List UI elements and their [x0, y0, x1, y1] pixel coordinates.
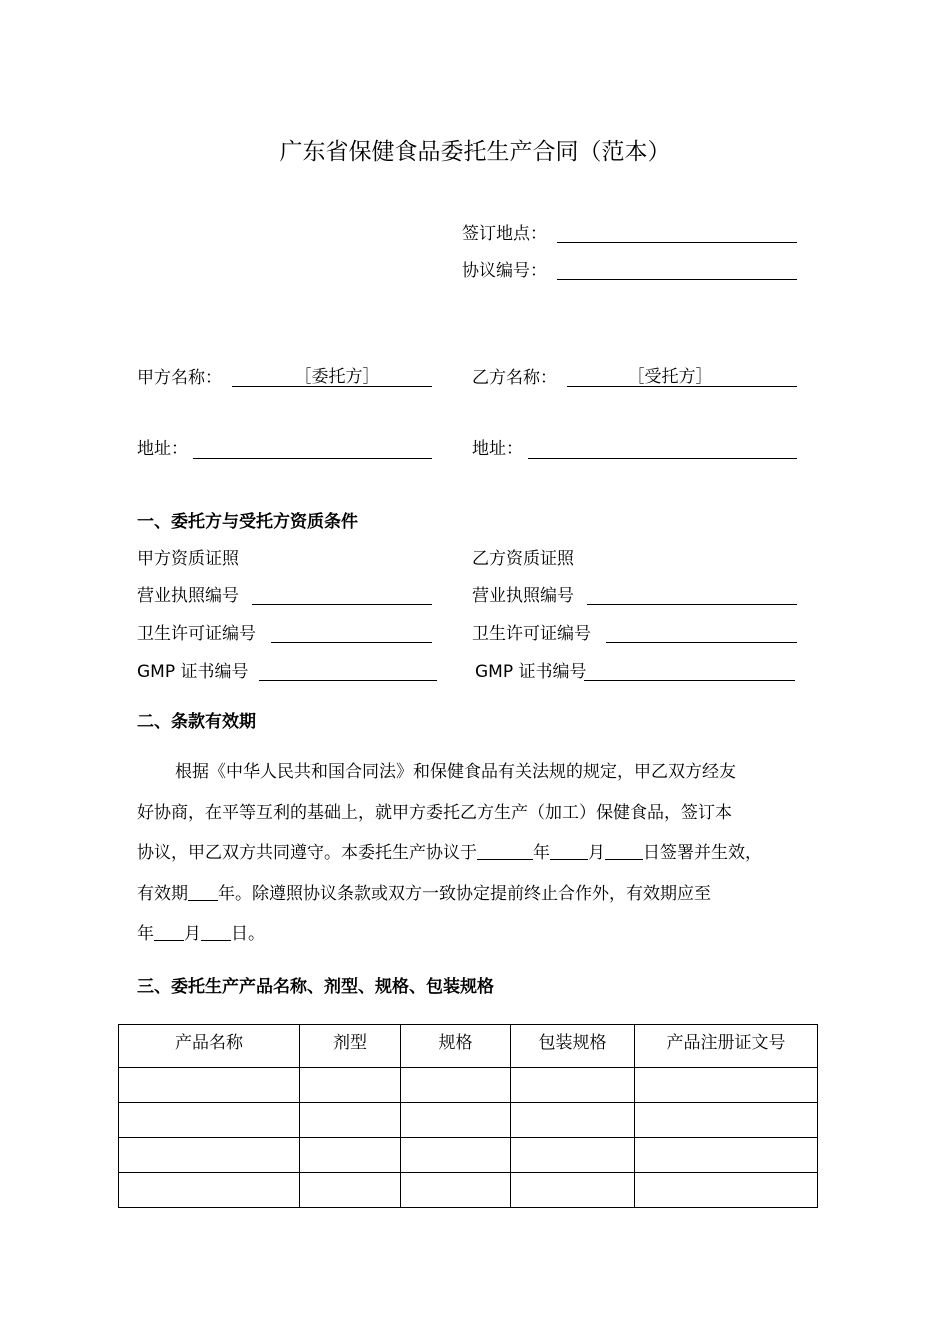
table-row — [119, 1103, 818, 1138]
sign-day-blank[interactable] — [605, 841, 643, 860]
table-header-specification: 规格 — [401, 1025, 511, 1068]
party-b-cert-label: 乙方资质证照 — [472, 549, 574, 569]
table-cell[interactable] — [635, 1173, 818, 1208]
table-cell[interactable] — [635, 1103, 818, 1138]
party-a-placeholder: ［委托方］ — [294, 367, 380, 387]
table-cell[interactable] — [401, 1103, 511, 1138]
paragraph-line-3-text: 协议，甲乙双方共同遵守。本委托生产协议于 — [137, 843, 477, 863]
year-label: 年 — [533, 843, 550, 863]
table-row — [119, 1173, 818, 1208]
sign-month-blank[interactable] — [550, 841, 588, 860]
table-cell[interactable] — [511, 1103, 635, 1138]
party-a-gmp-label: GMP 证书编号 — [137, 662, 249, 682]
party-a-gmp-field[interactable] — [259, 680, 437, 681]
party-b-health-permit-field[interactable] — [606, 642, 797, 643]
sign-place-field[interactable] — [557, 242, 797, 243]
table-cell[interactable] — [635, 1068, 818, 1103]
party-b-business-license-field[interactable] — [587, 604, 797, 605]
sign-day-text: 日签署并生效， — [643, 843, 762, 863]
table-cell[interactable] — [300, 1103, 401, 1138]
section-3-heading: 三、委托生产产品名称、剂型、规格、包装规格 — [137, 977, 494, 997]
agreement-no-field[interactable] — [557, 279, 797, 280]
end-month-blank[interactable] — [201, 922, 231, 941]
table-cell[interactable] — [300, 1068, 401, 1103]
party-a-label: 甲方名称： — [137, 368, 222, 388]
table-cell[interactable] — [401, 1138, 511, 1173]
table-cell[interactable] — [300, 1173, 401, 1208]
validity-years-blank[interactable] — [188, 882, 218, 901]
table-cell[interactable] — [401, 1068, 511, 1103]
table-row — [119, 1138, 818, 1173]
table-header-package-spec: 包装规格 — [511, 1025, 635, 1068]
end-month-label: 月 — [184, 924, 201, 944]
paragraph-line-2: 好协商，在平等互利的基础上，就甲方委托乙方生产（加工）保健食品，签订本 — [137, 802, 732, 823]
table-cell[interactable] — [119, 1103, 300, 1138]
party-b-address-field[interactable] — [528, 458, 797, 459]
section-2-heading: 二、条款有效期 — [137, 712, 256, 732]
table-cell[interactable] — [511, 1068, 635, 1103]
party-b-address-label: 地址： — [472, 439, 523, 459]
party-b-label: 乙方名称： — [472, 368, 557, 388]
party-a-cert-label: 甲方资质证照 — [137, 549, 239, 569]
party-a-address-field[interactable] — [193, 458, 432, 459]
party-b-gmp-label: GMP 证书编号 — [475, 662, 587, 682]
party-b-business-license-label: 营业执照编号 — [472, 586, 574, 606]
table-cell[interactable] — [119, 1138, 300, 1173]
party-a-address-label: 地址： — [137, 439, 188, 459]
paragraph-line-4 — [137, 874, 827, 915]
table-row — [119, 1068, 818, 1103]
validity-label: 有效期 — [137, 883, 188, 904]
paragraph-line-4-text: 年。除遵照协议条款或双方一致协定提前终止合作外，有效期应至 — [218, 883, 711, 904]
party-a-business-license-label: 营业执照编号 — [137, 586, 239, 606]
table-cell[interactable] — [119, 1068, 300, 1103]
section-1-heading: 一、委托方与受托方资质条件 — [137, 512, 358, 532]
table-cell[interactable] — [300, 1138, 401, 1173]
party-b-gmp-field[interactable] — [584, 680, 795, 681]
end-year-label: 年 — [137, 924, 154, 944]
table-header-row — [119, 1025, 818, 1068]
end-year-blank[interactable] — [154, 922, 184, 941]
sign-place-label: 签订地点： — [462, 224, 547, 244]
table-cell[interactable] — [401, 1173, 511, 1208]
party-b-placeholder: ［受托方］ — [627, 367, 713, 387]
paragraph-line-5 — [137, 914, 827, 955]
table-header-dosage-form: 剂型 — [300, 1025, 401, 1068]
table-cell[interactable] — [635, 1138, 818, 1173]
table-header-registration-no: 产品注册证文号 — [635, 1025, 818, 1068]
table-header-product-name: 产品名称 — [119, 1025, 300, 1068]
validity-paragraph — [137, 752, 827, 955]
party-a-business-license-field[interactable] — [252, 604, 432, 605]
product-spec-table — [118, 1024, 818, 1208]
table-cell[interactable] — [119, 1173, 300, 1208]
agreement-no-label: 协议编号： — [462, 261, 547, 281]
party-a-health-permit-field[interactable] — [271, 642, 432, 643]
month-label: 月 — [588, 843, 605, 863]
party-b-health-permit-label: 卫生许可证编号 — [472, 624, 591, 644]
table-cell[interactable] — [511, 1173, 635, 1208]
party-a-health-permit-label: 卫生许可证编号 — [137, 624, 256, 644]
end-day-label: 日。 — [231, 924, 265, 944]
paragraph-line-3 — [137, 833, 827, 874]
sign-year-blank[interactable] — [477, 841, 533, 860]
paragraph-line-1: 根据《中华人民共和国合同法》和保健食品有关法规的规定，甲乙双方经友 — [175, 762, 736, 782]
document-title: 广东省保健食品委托生产合同（范本） — [279, 139, 671, 165]
table-cell[interactable] — [511, 1138, 635, 1173]
